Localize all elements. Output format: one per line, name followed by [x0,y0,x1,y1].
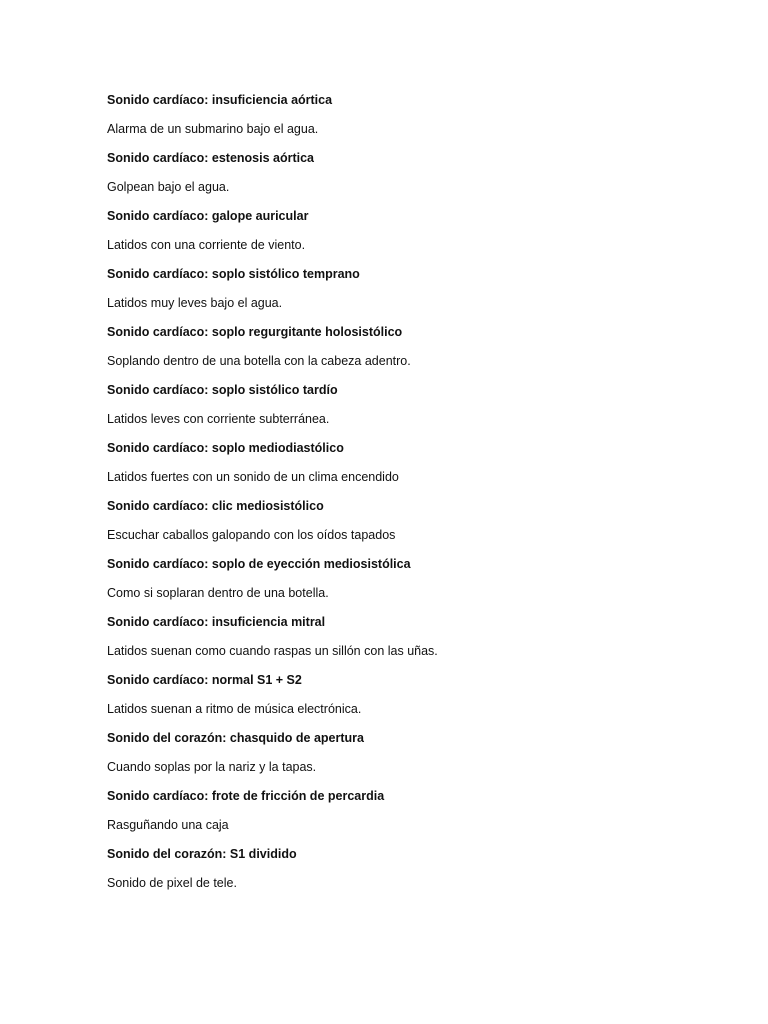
entry-heading: Sonido cardíaco: insuficiencia mitral [107,615,326,629]
entry-description: Soplando dentro de una botella con la cabeza adentro. [107,354,411,368]
entry-mid-systolic-click [107,496,707,545]
entry-early-systolic-murmur [107,264,707,313]
entry-atrial-gallop [107,206,707,255]
entry-heading: Sonido del corazón: chasquido de apertura [107,731,364,745]
entry-description: Cuando soplas por la nariz y la tapas. [107,760,317,774]
entry-heading: Sonido cardíaco: soplo sistólico temprano [107,267,360,281]
entry-description: Latidos con una corriente de viento. [107,238,306,252]
entry-description: Rasguñando una caja [107,818,229,832]
entry-heading: Sonido cardíaco: soplo regurgitante holosistólico [107,325,403,339]
entry-split-s1 [107,844,707,893]
entry-description: Escuchar caballos galopando con los oídos tapados [107,528,396,542]
entry-mitral-insufficiency [107,612,707,661]
entry-heading: Sonido cardíaco: soplo mediodiastólico [107,441,344,455]
entry-heading: Sonido cardíaco: insuficiencia aórtica [107,93,333,107]
entry-pericardial-friction-rub [107,786,707,835]
entry-description: Latidos muy leves bajo el agua. [107,296,283,310]
entry-description: Sonido de pixel de tele. [107,876,237,890]
entry-heading: Sonido cardíaco: clic mediosistólico [107,499,324,513]
entry-normal-s1-s2 [107,670,707,719]
entry-heading: Sonido cardíaco: soplo de eyección mediosistólica [107,557,411,571]
entry-heading: Sonido cardíaco: galope auricular [107,209,309,223]
entry-holosystolic-regurgitant-murmur [107,322,707,371]
entry-heading: Sonido cardíaco: estenosis aórtica [107,151,315,165]
entry-aortic-insufficiency [107,90,707,139]
entry-description: Como si soplaran dentro de una botella. [107,586,329,600]
entry-description: Latidos fuertes con un sonido de un clima encendido [107,470,399,484]
entry-list [107,90,707,902]
entry-mid-diastolic-murmur [107,438,707,487]
entry-opening-snap [107,728,707,777]
entry-description: Alarma de un submarino bajo el agua. [107,122,319,136]
entry-description: Latidos suenan a ritmo de música electrónica. [107,702,362,716]
entry-aortic-stenosis [107,148,707,197]
entry-description: Latidos suenan como cuando raspas un sillón con las uñas. [107,644,438,658]
entry-late-systolic-murmur [107,380,707,429]
entry-mid-systolic-ejection-murmur [107,554,707,603]
entry-heading: Sonido cardíaco: normal S1 + S2 [107,673,302,687]
entry-description: Golpean bajo el agua. [107,180,230,194]
entry-heading: Sonido cardíaco: frote de fricción de percardia [107,789,385,803]
entry-description: Latidos leves con corriente subterránea. [107,412,330,426]
entry-heading: Sonido cardíaco: soplo sistólico tardío [107,383,338,397]
entry-heading: Sonido del corazón: S1 dividido [107,847,297,861]
